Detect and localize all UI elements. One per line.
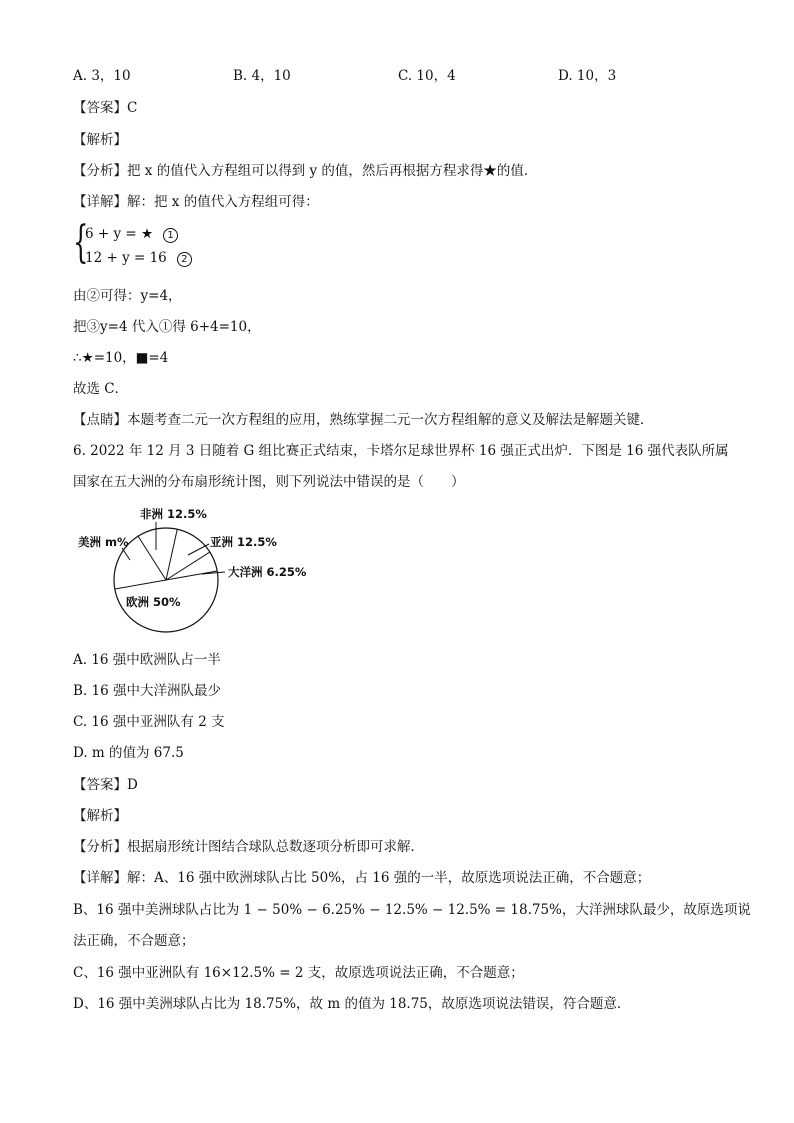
q6-option-b: B. 16 强中大洋洲队最少 — [73, 683, 221, 699]
option-b: B. 4，10 — [233, 68, 291, 84]
q6-detail-a: 【详解】解：A、16 强中欧洲球队占比 50%，占 16 强的一半，故原选项说法正确，不合题意； — [73, 870, 651, 886]
slice-label-africa: 非洲 12.5% — [140, 507, 207, 521]
q6-option-c: C. 16 强中亚洲队有 2 支 — [73, 714, 225, 730]
analysis-heading: 【解析】 — [73, 132, 127, 148]
q6-option-a: A. 16 强中欧洲队占一半 — [73, 652, 221, 668]
step-1: 由②可得：y=4， — [73, 288, 182, 304]
step-2: 把③y=4 代入①得 6+4=10， — [73, 319, 261, 335]
equation-1: 6 + y = ★ 1 — [85, 226, 178, 243]
pie-chart — [70, 500, 330, 640]
brace: { — [73, 217, 89, 268]
circled-number: 2 — [177, 252, 192, 267]
slice-boundary-非洲 — [138, 536, 166, 580]
leader-line-asia — [188, 544, 209, 555]
q6-option-d: D. m 的值为 67.5 — [73, 745, 184, 761]
option-d: D. 10，3 — [558, 68, 617, 84]
q6-answer: 【答案】D — [73, 777, 138, 793]
slice-boundary-美洲 — [115, 580, 166, 589]
analysis-text: 【分析】把 x 的值代入方程组可以得到 y 的值，然后再根据方程求得★的值． — [73, 163, 538, 179]
step-3: ∴★=10，■=4 — [73, 350, 169, 366]
detail-text: 【详解】解：把 x 的值代入方程组可得： — [73, 194, 319, 210]
slice-label-america: 美洲 m% — [78, 535, 129, 549]
q6-detail-d: D、16 强中美洲球队占比为 18.75%，故 m 的值为 18.75，故原选项说法错误，符合题意． — [73, 996, 631, 1012]
q6-detail-b1: B、16 强中美洲球队占比为 1 − 50% − 6.25% − 12.5% − 12.5% = 18.75%，大洋洲球队最少，故原选项说 — [73, 902, 751, 918]
circled-number: 1 — [163, 228, 178, 243]
question-stem-line1: 6. 2022 年 12 月 3 日随着 G 组比赛正式结束，卡塔尔足球世界杯 16 强正式出炉．下图是 16 强代表队所属 — [73, 443, 729, 459]
comment-text: 【点睛】本题考查二元一次方程组的应用，熟练掌握二元一次方程组解的意义及解法是解题关键． — [73, 412, 654, 428]
option-a: A. 3，10 — [73, 68, 131, 84]
q6-analysis-text: 【分析】根据扇形统计图结合球队总数逐项分析即可求解． — [73, 839, 424, 855]
equation-2: 12 + y = 16 2 — [85, 250, 192, 267]
answer-line: 【答案】C — [73, 100, 138, 116]
option-c: C. 10，4 — [398, 68, 456, 84]
q6-detail-b2: 法正确，不合题意； — [73, 933, 195, 949]
slice-label-asia: 亚洲 12.5% — [210, 535, 277, 549]
step-4: 故选 C． — [73, 381, 129, 397]
slice-label-europe: 欧洲 50% — [126, 595, 181, 609]
equation-system — [73, 217, 203, 270]
q6-analysis-heading: 【解析】 — [73, 808, 127, 824]
slice-label-oceania: 大洋洲 6.25% — [228, 565, 307, 579]
question-stem-line2: 国家在五大洲的分布扇形统计图，则下列说法中错误的是（ ） — [73, 474, 465, 490]
q6-detail-c: C、16 强中亚洲队有 16×12.5% = 2 支，故原选项说法正确，不合题意； — [73, 965, 524, 981]
slice-boundary-亚洲 — [166, 529, 177, 580]
leader-line-america — [122, 548, 130, 560]
